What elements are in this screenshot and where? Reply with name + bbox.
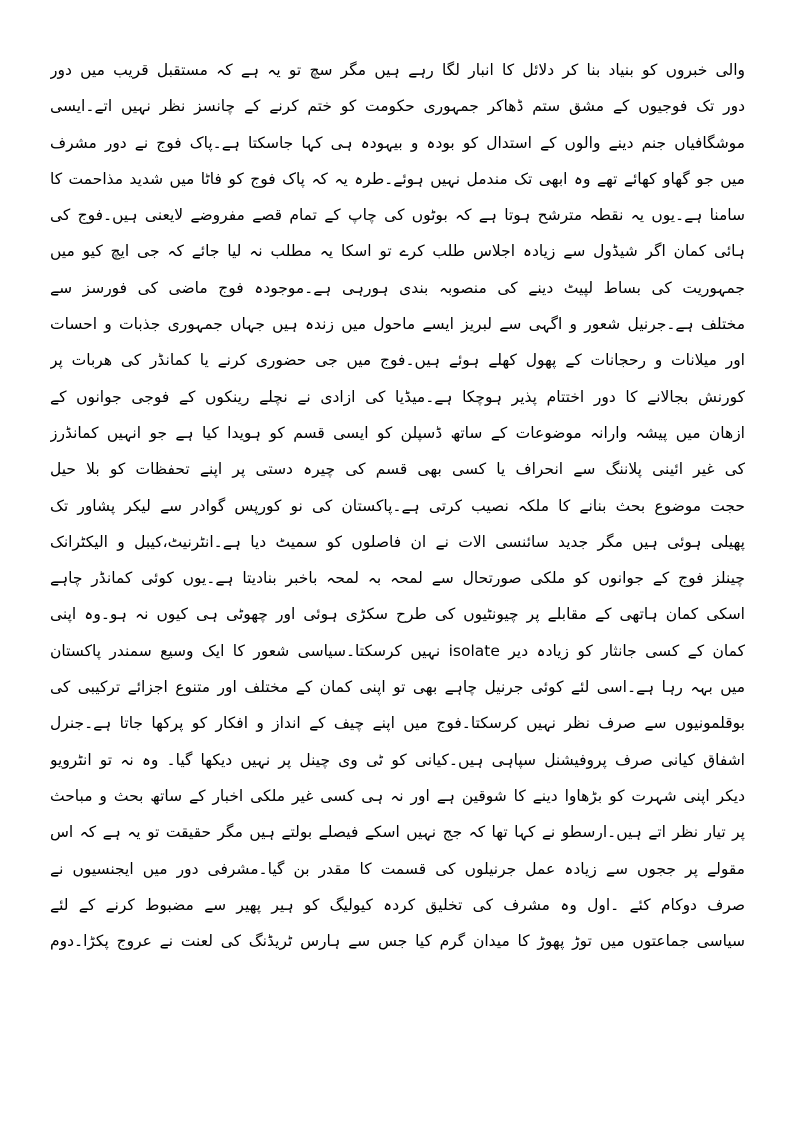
text-line: صرف دوکام کئے ۔اول وہ مشرف کی تخلیق کردہ کیولیگ کو ہیر پھیر سے مضبوط کرنے کے لئے: [50, 895, 745, 914]
text-line: پر تیار نظر اتے ہیں۔ارسطو نے کہا تھا کہ جج نہیں اسکے فیصلے بولتے ہیں مگر حقیقت تو یہ ہے کہ اس: [50, 823, 745, 842]
text-line: میں بہہ رہا ہے۔اسی لئے کوئی جرنیل چاہے بھی تو اپنی کمان کے مختلف اور متنوع اجزائے ترکیبی کی: [50, 678, 745, 697]
text-line: حجت موضوع بحث بنانے کا ملکہ نصیب کرتی ہے۔پاکستان کی نو کورپس گوادر سے لیکر پشاور تک: [50, 496, 745, 515]
body-text: [50, 52, 745, 959]
text-line: مقولے پر ججوں سے زیادہ عمل جرنیلوں کی قسمت کا مقدر بن گیا۔مشرفی دور میں ایجنسیوں نے: [50, 859, 745, 878]
text-line: میں جو گھاو کھائے تھے وہ ابھی تک مندمل نہیں ہوئے۔طرہ یہ کہ پاک فوج کو فاٹا میں شدید مذاحمت کا: [50, 169, 745, 188]
text-line: جمہوریت کی بساط لپیٹ دینے کی منصوبہ بندی ہورہی ہے۔موجودہ فوج ماضی کی فورسز سے: [50, 278, 745, 297]
text-line: کورنش بجالانے کا دور اختتام پذیر ہوچکا ہے۔میڈیا کی ازادی نے نچلے رینکوں کے فوجی جوانوں کے: [50, 387, 745, 406]
text-line: کمان کے کسی جانثار کو زیادہ دیر isolate نہیں کرسکتا۔سیاسی شعور کا ایک وسیع سمندر پاکستان: [50, 641, 745, 660]
text-line: دور تک فوجیوں کے مشق ستم ڈھاکر جمہوری حکومت کو ختم کرنے کے چانسز نظر نہیں اتے۔ایسی: [50, 97, 745, 116]
text-line: سیاسی جماعتوں میں توڑ پھوڑ کا میدان گرم کیا جس سے ہارس ٹریڈنگ کی لعنت نے عروج پکڑا۔دوم: [50, 932, 745, 951]
text-line: اشفاق کیانی صرف پروفیشنل سپاہی ہیں۔کیانی کو ٹی وی چینل پر نہیں دیکھا گیا۔ وہ نہ تو انٹرویو: [50, 750, 745, 769]
text-line: کی غیر ائینی پلاننگ سے انحراف یا کسی بھی قسم کی چیرہ دستی پر اپنے تحفظات کو بلا حیل: [50, 460, 745, 479]
text-line: سامنا ہے۔یوں یہ نقطہ مترشح ہوتا ہے کہ بوٹوں کی چاپ کے تمام قصے مفروضے لایعنی ہیں۔فوج کی: [50, 206, 745, 225]
text-line: اور میلانات و رحجانات کے پھول کھلے ہوئے ہیں۔فوج میں جی حضوری کرنے یا کمانڈر کی ھربات پر: [50, 351, 745, 370]
text-line: چینلز فوج کے جوانوں کو ملکی صورتحال سے لمحہ بہ لمحہ باخبر بنادیتا ہے۔یوں کوئی کمانڈر چاہے: [50, 569, 745, 588]
text-line: والی خبروں کو بنیاد بنا کر دلائل کا انبار لگا رہے ہیں مگر سچ تو یہ ہے کہ مستقبل قریب میں دور: [50, 61, 745, 79]
text-line: موشگافیاں جنم دینے والوں کے استدال کو بودہ و بیہودہ ہی کہا جاسکتا ہے۔پاک فوج نے دور مشرف: [50, 133, 745, 152]
text-line: پھیلی ہوئی ہیں مگر جدید سائنسی الات نے ان فاصلوں کو سمیٹ دیا ہے۔انٹرنیٹ،کیبل و الیکٹرانک: [50, 532, 745, 551]
text-line: مختلف ہے۔جرنیل شعور و اگہی سے لبریز ایسے ماحول میں زندہ ہیں جہاں جمہوری جذبات و احسات: [50, 315, 745, 334]
text-line: بوقلمونیوں سے صرف نظر نہیں کرسکتا۔فوج میں اپنے چیف کے انداز و افکار کو پرکھا جاتا ہے۔جنرل: [50, 714, 745, 733]
text-line: ہائی کمان اگر شیڈول سے زیادہ اجلاس طلب کرے تو اسکا یہ مطلب نہ لیا جائے کہ جی ایچ کیو میں: [50, 242, 745, 261]
text-line: دیکر اپنی شہرت کو بڑھاوا دینے کا شوقین ہے اور نہ ہی کسی غیر ملکی اخبار کے ساتھ بحث و مباحث: [50, 786, 745, 805]
text-line: ازھان میں پیشہ وارانہ موضوعات کے ساتھ ڈسپلن کو ایسی قسم کو ہویدا کیا ہے جو انہیں کمانڈرز: [50, 423, 745, 442]
text-line: اسکی کمان ہاتھی کے مقابلے پر چیونٹیوں کی طرح سکڑی ہوئی اور چھوٹی ہی کیوں نہ ہو۔وہ اپنی: [50, 605, 745, 624]
